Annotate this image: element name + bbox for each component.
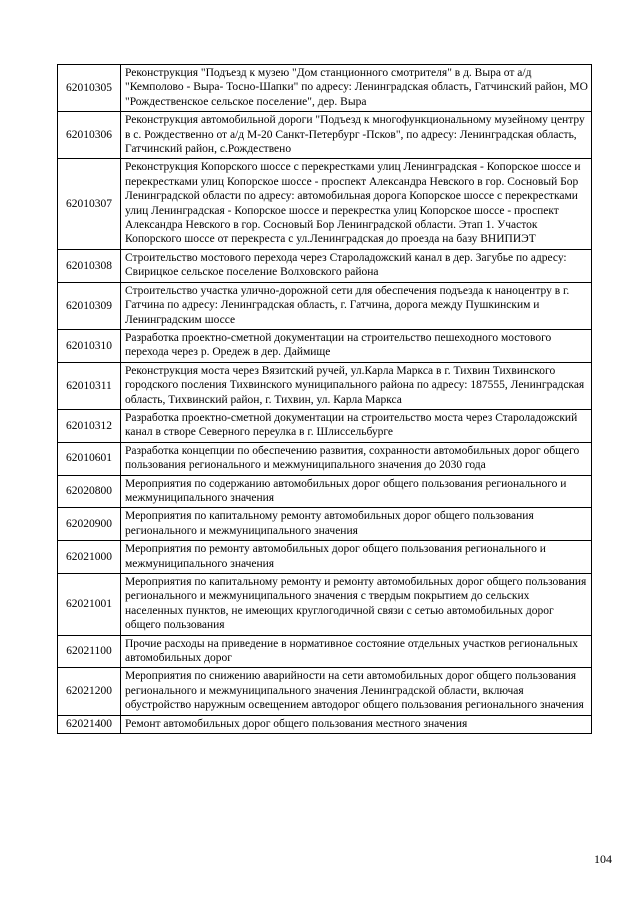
row-description: Строительство мостового перехода через Староладожский канал в дер. Загубье по адресу: Свирицкое сельское поселение Волховского района (121, 249, 592, 282)
table-row (58, 112, 592, 159)
row-code: 62021000 (58, 541, 121, 574)
row-description: Реконструкция Копорского шоссе с перекрестками улиц Ленинградская - Копорское шоссе и перекрестками улиц Копорское шоссе - проспект Александра Невского в гор. Сосновый Бор Ленинградской области по адресу: автомобильная дорога Копорское шоссе с перекрестками улиц Ленинградская - Копорское шоссе и перекрестка улиц Копорское шоссе - проспект Александра Невского в гор. Сосновый Бор Ленинградской области. Этап 1. Участок Копорского шоссе от перекреста с ул.Ленинградская до проезда на базу ВНИПИЭТ (121, 159, 592, 249)
row-code: 62010311 (58, 362, 121, 409)
row-code: 62010305 (58, 65, 121, 112)
row-description: Мероприятия по капитальному ремонту автомобильных дорог общего пользования регионального и межмуниципального значения (121, 508, 592, 541)
row-code: 62010312 (58, 409, 121, 442)
row-description: Строительство участка улично-дорожной сети для обеспечения подъезда к наноцентру в г. Гатчина по адресу: Ленинградская область, г. Гатчина, дорога между Пушкинским и Ленинградским шоссе (121, 282, 592, 329)
table-row (58, 282, 592, 329)
table-row (58, 65, 592, 112)
row-description: Разработка проектно-сметной документации на строительство пешеходного мостового перехода через р. Оредеж в дер. Даймище (121, 329, 592, 362)
row-description: Реконструкция автомобильной дороги "Подъезд к многофункциональному музейному центру в с. Рождественно от а/д М-20 Санкт-Петербург -Псков", по адресу: Ленинградская область, Гатчинский район, с.Рождествено (121, 112, 592, 159)
row-description: Мероприятия по снижению аварийности на сети автомобильных дорог общего пользования регионального и межмуниципального значения Ленинградской области, включая обустройство наружным освещением автодорог общего пользования регионального значения (121, 668, 592, 715)
table-row (58, 508, 592, 541)
table-row (58, 442, 592, 475)
page-number: 104 (594, 852, 612, 866)
row-code: 62010601 (58, 442, 121, 475)
row-description: Прочие расходы на приведение в нормативное состояние отдельных участков региональных автомобильных дорог (121, 635, 592, 668)
row-code: 62020900 (58, 508, 121, 541)
row-description: Ремонт автомобильных дорог общего пользования местного значения (121, 715, 592, 733)
table-row (58, 249, 592, 282)
table-row (58, 159, 592, 249)
row-code: 62021100 (58, 635, 121, 668)
row-description: Мероприятия по капитальному ремонту и ремонту автомобильных дорог общего пользования регионального и межмуниципального значения с твердым покрытием до сельских населенных пунктов, не имеющих круглогодичной связи с сетью автомобильных дорог общего пользования (121, 574, 592, 636)
row-description: Реконструкция "Подъезд к музею "Дом станционного смотрителя" в д. Выра от а/д "Кемполово - Выра- Тосно-Шапки" по адресу: Ленинградская область, Гатчинский район, МО "Рождественское сельское поселение", дер. Выра (121, 65, 592, 112)
row-code: 62021001 (58, 574, 121, 636)
row-description: Мероприятия по содержанию автомобильных дорог общего пользования регионального и межмуниципального значения (121, 475, 592, 508)
table-row (58, 668, 592, 715)
row-code: 62010308 (58, 249, 121, 282)
row-code: 62010309 (58, 282, 121, 329)
table-row (58, 715, 592, 733)
row-description: Мероприятия по ремонту автомобильных дорог общего пользования регионального и межмуниципального значения (121, 541, 592, 574)
row-description: Разработка проектно-сметной документации на строительство моста через Староладожский канал в створе Северного переулка в г. Шлиссельбурге (121, 409, 592, 442)
table-row (58, 409, 592, 442)
budget-codes-table (57, 64, 592, 734)
table-row (58, 574, 592, 636)
table-row (58, 541, 592, 574)
table-row (58, 635, 592, 668)
row-code: 62020800 (58, 475, 121, 508)
table-row (58, 329, 592, 362)
row-code: 62021400 (58, 715, 121, 733)
table-row (58, 475, 592, 508)
row-description: Реконструкция моста через Вязитский ручей, ул.Карла Маркса в г. Тихвин Тихвинского городского посления Тихвинского муниципального района по адресу: 187555, Ленинградская область, Тихвинский район, г. Тихвин, ул. Карла Маркса (121, 362, 592, 409)
row-description: Разработка концепции по обеспечению развития, сохранности автомобильных дорог общего пользования регионального и межмуниципального значения до 2030 года (121, 442, 592, 475)
table-row (58, 362, 592, 409)
row-code: 62010307 (58, 159, 121, 249)
row-code: 62010306 (58, 112, 121, 159)
row-code: 62010310 (58, 329, 121, 362)
row-code: 62021200 (58, 668, 121, 715)
